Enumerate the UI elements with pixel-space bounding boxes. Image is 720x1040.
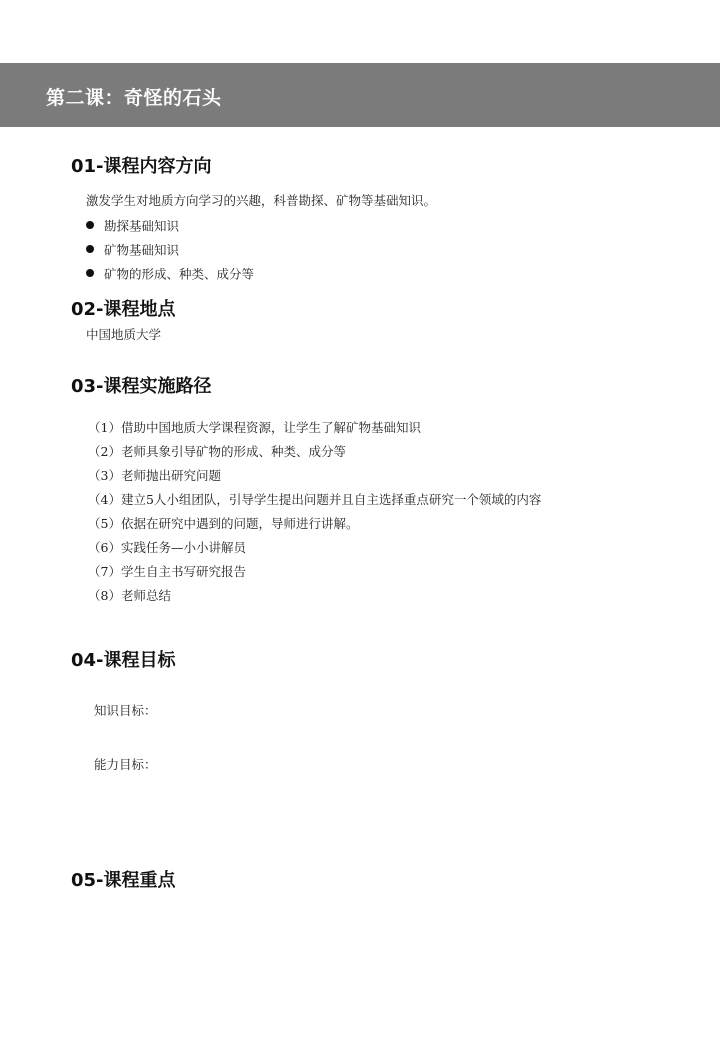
bullet-icon (86, 245, 94, 253)
lesson-title-banner (0, 63, 720, 127)
list-item (86, 239, 179, 257)
path-step: （4）建立5人小组团队，引导学生提出问题并且自主选择重点研究一个领域的内容 (88, 492, 542, 507)
section-heading-goals: 04-课程目标 (71, 650, 176, 671)
path-step: （3）老师抛出研究问题 (88, 468, 221, 483)
section-heading-path: 03-课程实施路径 (71, 376, 212, 397)
path-step: （5）依据在研究中遇到的问题，导师进行讲解。 (88, 516, 359, 531)
bullet-icon (86, 269, 94, 277)
section-heading-location: 02-课程地点 (71, 299, 176, 320)
bullet-text: 矿物基础知识 (104, 242, 180, 258)
path-step: （8）老师总结 (88, 588, 171, 603)
bullet-icon (86, 221, 94, 229)
location-text: 中国地质大学 (86, 327, 162, 342)
lesson-title: 第二课：奇怪的石头 (46, 87, 222, 109)
section-heading-direction: 01-课程内容方向 (71, 156, 212, 177)
path-step: （7）学生自主书写研究报告 (88, 564, 246, 579)
path-step: （2）老师具象引导矿物的形成、种类、成分等 (88, 444, 346, 459)
section-heading-key-points: 05-课程重点 (71, 870, 176, 891)
knowledge-goal-label: 知识目标： (94, 703, 157, 718)
path-step: （1）借助中国地质大学课程资源，让学生了解矿物基础知识 (88, 420, 421, 435)
list-item (86, 215, 179, 233)
list-item (86, 263, 254, 281)
ability-goal-label: 能力目标： (94, 757, 157, 772)
bullet-text: 矿物的形成、种类、成分等 (104, 266, 255, 282)
path-step: （6）实践任务—小小讲解员 (88, 540, 246, 555)
direction-intro: 激发学生对地质方向学习的兴趣，科普勘探、矿物等基础知识。 (86, 193, 437, 208)
bullet-text: 勘探基础知识 (104, 218, 180, 234)
